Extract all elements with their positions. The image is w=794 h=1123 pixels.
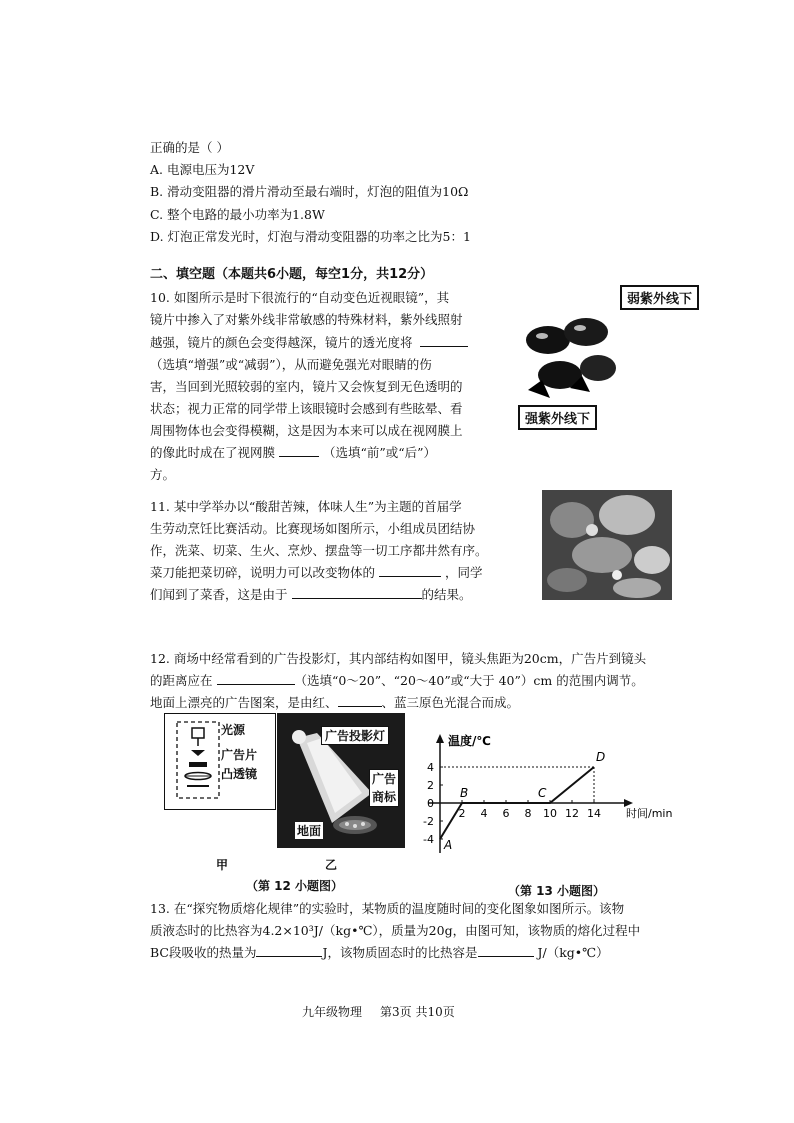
fig13-caption: （第 13 小题图） (508, 884, 606, 898)
q11-blank-1 (379, 563, 441, 577)
y-axis-label: 温度/℃ (448, 734, 491, 748)
q11-line-3: 作，洗菜、切菜、生火、烹炒、摆盘等一切工序都井然有序。 (150, 543, 488, 558)
q11-line-5 (150, 585, 472, 605)
q10-line-2: 镜片中掺入了对紫外线非常敏感的特殊材料，紫外线照射 (150, 312, 463, 327)
x-tick-label: 6 (502, 807, 510, 820)
q11-line-2: 生劳动烹饪比赛活动。比赛现场如图所示，小组成员团结协 (150, 521, 476, 536)
label-ad-logo-1: 广告 (372, 772, 397, 786)
q11-blank-2 (292, 585, 422, 599)
label-convex-lens: 凸透镜 (221, 767, 258, 781)
x-axis-label: 时间/min (626, 807, 673, 820)
projector-diagram (164, 713, 276, 810)
x-tick-label: 12 (565, 807, 579, 820)
q12-line-3 (150, 693, 519, 713)
q12-blank-2 (338, 693, 382, 707)
q13-text: BC段吸收的热量为 (150, 945, 257, 960)
footer-page: 第3页 共10页 (380, 1005, 455, 1019)
x-tick-label: 4 (480, 807, 488, 820)
page-footer (302, 1003, 473, 1020)
q13-line-3 (150, 943, 609, 963)
fig12-label-b: 乙 (325, 858, 338, 872)
melting-chart (420, 725, 690, 860)
projector-photo (277, 713, 405, 848)
q10-line-5: 害，当回到光照较弱的室内，镜片又会恢复到无色透明的 (150, 379, 463, 394)
y-tick-label: 2 (427, 779, 434, 792)
q13-text: J/（kg•℃） (537, 945, 609, 960)
point-label-c: C (538, 786, 547, 800)
q12-text: 、蓝三原色光混合而成。 (381, 695, 520, 710)
x-tick-label: 14 (587, 807, 601, 820)
q13-line-1: 13. 在“探究物质熔化规律”的实验时，某物质的温度随时间的变化图象如图所示。该物 (150, 901, 625, 916)
y-axis-arrow (436, 734, 444, 743)
q11-text: 的结果。 (421, 587, 472, 602)
q11-text: 们闻到了菜香，这是由于 (150, 587, 288, 602)
q12-line-2 (150, 671, 644, 691)
q10-text: 的像此时成在了视网膜 (150, 445, 276, 460)
x-axis-arrow (624, 799, 633, 807)
q13-text: J，该物质固态时的比热容是 (322, 945, 478, 960)
q13-blank-1 (256, 943, 322, 957)
q10-blank-2 (279, 443, 319, 457)
q11-text: 菜刀能把菜切碎，说明力可以改变物体的 (150, 565, 376, 580)
q12-text: （选填“0～20”、“20～40”或“大于 40”）cm 的范围内调节。 (294, 673, 644, 688)
q13-line-2: 质液态时的比热容为4.2×10³J/（kg•℃），质量为20g，由图可知，该物质的熔化过程中 (150, 923, 641, 938)
q12-blank-1 (217, 671, 295, 685)
y-tick-label: -4 (423, 833, 434, 846)
q10-line-9: 方。 (150, 467, 176, 482)
section-heading: 二、填空题（本题共6小题，每空1分，共12分） (150, 267, 434, 282)
y-tick-label: -2 (423, 815, 434, 828)
q9-option-b: B. 滑动变阻器的滑片滑动至最右端时，灯泡的阻值为10Ω (150, 184, 469, 199)
label-ground: 地面 (297, 824, 322, 838)
q10-line-8 (150, 443, 436, 463)
q12-text: 的距离应在 (150, 673, 213, 688)
q10-blank-1 (420, 333, 468, 347)
label-light-source: 光源 (221, 723, 246, 737)
melting-chart-svg (420, 725, 690, 860)
point-label-d: D (596, 750, 606, 764)
x-tick-label: 2 (458, 807, 466, 820)
q10-text: 越强，镜片的颜色会变得越深，镜片的透光度将 (150, 335, 413, 350)
q10-line-1: 10. 如图所示是时下很流行的“自动变色近视眼镜”，其 (150, 290, 450, 305)
q10-line-6: 状态；视力正常的同学带上该眼镜时会感到有些眩晕、看 (150, 401, 463, 416)
q10-text: （选填“前”或“后”） (322, 445, 437, 460)
fig12-label-a: 甲 (216, 858, 229, 872)
footer-subject: 九年级物理 (302, 1005, 363, 1019)
x-tick-label: 8 (524, 807, 532, 820)
q9-option-a: A. 电源电压为12V (150, 162, 255, 177)
q9-option-d: D. 灯泡正常发光时，灯泡与滑动变阻器的功率之比为5：1 (150, 229, 471, 244)
q9-option-c: C. 整个电路的最小功率为1.8W (150, 207, 325, 222)
q12-line-1: 12. 商场中经常看到的广告投影灯，其内部结构如图甲，镜头焦距为20cm，广告片到镜头 (150, 651, 647, 666)
y-tick-label: 0 (427, 797, 434, 810)
cooking-photo (542, 490, 672, 600)
x-tick-label: 10 (543, 807, 557, 820)
q12-text: 地面上漂亮的广告图案，是由红、 (150, 695, 338, 710)
q10-line-3 (150, 333, 468, 353)
y-tick-label: 4 (427, 761, 434, 774)
label-ad-film: 广告片 (221, 748, 258, 762)
q11-line-1: 11. 某中学举办以“酸甜苦辣，体味人生”为主题的首届学 (150, 499, 462, 514)
point-label-a: A (444, 838, 453, 852)
q11-text: ，同学 (444, 565, 483, 580)
point-label-b: B (460, 786, 469, 800)
label-weak-uv: 弱紫外线下 (620, 285, 699, 310)
label-projector: 广告投影灯 (321, 726, 389, 745)
label-strong-uv: 强紫外线下 (518, 405, 597, 430)
label-ad-logo (369, 769, 399, 807)
q10-line-7: 周围物体也会变得模糊，这是因为本来可以成在视网膜上 (150, 423, 463, 438)
label-ad-logo-2: 商标 (372, 790, 397, 804)
q13-blank-2 (478, 943, 534, 957)
q9-stem-tail: 正确的是（ ） (150, 140, 229, 155)
q11-line-4 (150, 563, 483, 583)
q10-line-4: （选填“增强”或“减弱”），从而避免强光对眼睛的伤 (150, 357, 432, 372)
fig12-caption: （第 12 小题图） (246, 879, 344, 893)
